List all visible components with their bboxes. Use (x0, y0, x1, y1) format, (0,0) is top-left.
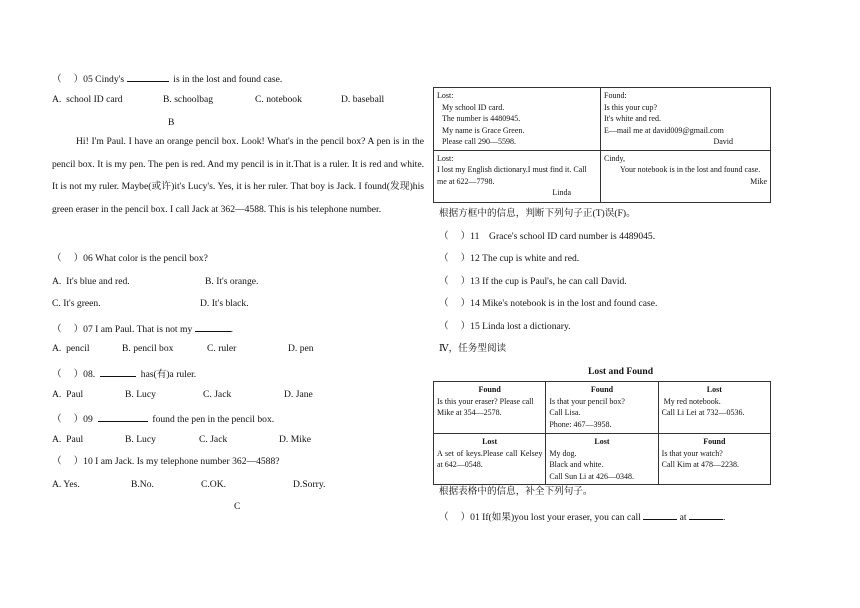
table-cell: Found Is that your watch? Call Kim at 478—2238. (658, 434, 770, 485)
question-07: （ ）07 I am Paul. That is not my . (52, 321, 233, 336)
option-a: A. pencil (52, 343, 90, 354)
answer-blank[interactable] (100, 366, 136, 377)
option-d: D. pen (288, 343, 314, 354)
table-cell: Lost A set of keys.Please call Kelsey at 642—0548. (434, 434, 546, 485)
option-b: B. pencil box (122, 343, 174, 354)
answer-blank[interactable] (127, 71, 169, 82)
table-cell: Lost My dog. Black and white. Call Sun Li at 426—0348. (546, 434, 658, 485)
option-b: B. It's orange. (205, 276, 259, 287)
option-c: C. It's green. (52, 298, 101, 309)
answer-mark: C (234, 501, 241, 512)
question-05: （ ）05 Cindy's is in the lost and found case. (52, 71, 282, 86)
table-title: Lost and Found (588, 366, 654, 377)
option-d: D. baseball (341, 94, 385, 105)
lost-found-table (433, 381, 771, 485)
notice-found-cup: Found: Is this your cup? It's white and red. E—mail me at david009@gmail.com David (601, 88, 771, 151)
notice-note-cindy: Cindy, Your notebook is in the lost and found case. Mike (601, 150, 771, 202)
option-b: B. Lucy (125, 434, 156, 445)
question-11: （ ）11 Grace's school ID card number is 4489045. (439, 231, 656, 242)
notice-lost-dictionary: Lost: I lost my English dictionary.I must find it. Call me at 622—7798. Linda (434, 150, 601, 202)
option-b: B. schoolbag (163, 94, 214, 105)
question-10: （ ）10 I am Jack. Is my telephone number 362—4588? (52, 456, 280, 467)
option-c: C. Jack (203, 389, 232, 400)
question-01: （ ）01 If(如果)you lost your eraser, you can call at . (439, 509, 725, 524)
section-heading: Ⅳ，任务型阅读 (439, 343, 507, 354)
answer-mark: B (168, 117, 175, 128)
option-c: C. ruler (207, 343, 237, 354)
option-d: D.Sorry. (293, 479, 326, 490)
option-a: A. It's blue and red. (52, 276, 130, 287)
table-cell: Found Is that your pencil box? Call Lisa. Phone: 467—3958. (546, 382, 658, 434)
question-13: （ ）13 If the cup is Paul's, he can call David. (439, 276, 627, 287)
answer-blank[interactable] (689, 509, 723, 520)
question-08: （ ）08. has(有)a ruler. (52, 366, 196, 381)
option-a: A. Yes. (52, 479, 80, 490)
answer-blank[interactable] (98, 411, 148, 422)
option-a: A. Paul (52, 389, 84, 400)
option-b: B. Lucy (125, 389, 156, 400)
lost-found-notices (433, 87, 771, 203)
option-c: C. Jack (199, 434, 228, 445)
question-15: （ ）15 Linda lost a dictionary. (439, 321, 571, 332)
reading-passage: Hi! I'm Paul. I have an orange pencil box. Look! What's in the pencil box? A pen is in the pencil box. It is my pen. The pen is red. And my pencil is in it.That is a ruler. It is red and white. It is not my ruler. Maybe(或许)it's Lucy's. Yes, it is her ruler. That boy is Jack. I found(发现)his green eraser in the pencil box. I call Jack at 362—4588. This is his telephone number. (52, 136, 424, 215)
judge-instruction: 根据方框中的信息，判断下列句子正(T)误(F)。 (439, 208, 636, 219)
fill-instruction: 根据表格中的信息，补全下列句子。 (439, 486, 593, 497)
option-b: B.No. (131, 479, 154, 490)
answer-blank[interactable] (195, 321, 231, 332)
option-a: A. school ID card (52, 94, 123, 105)
option-a: A. Paul (52, 434, 84, 445)
option-c: C.OK. (201, 479, 227, 490)
notice-lost-id-card: Lost: My school ID card. The number is 4480945. My name is Grace Green. Please call 290—5598. (434, 88, 601, 151)
answer-blank[interactable] (643, 509, 677, 520)
question-14: （ ）14 Mike's notebook is in the lost and found case. (439, 298, 658, 309)
option-d: D. It's black. (200, 298, 249, 309)
question-09: （ ）09 found the pen in the pencil box. (52, 411, 274, 426)
option-d: D. Mike (279, 434, 311, 445)
table-cell: Lost My red notebook. Call Li Lei at 732—0536. (658, 382, 770, 434)
question-06: （ ）06 What color is the pencil box? (52, 253, 208, 264)
question-12: （ ）12 The cup is white and red. (439, 253, 580, 264)
option-d: D. Jane (284, 389, 313, 400)
option-c: C. notebook (255, 94, 302, 105)
table-cell: Found Is this your eraser? Please call Mike at 354—2578. (434, 382, 546, 434)
